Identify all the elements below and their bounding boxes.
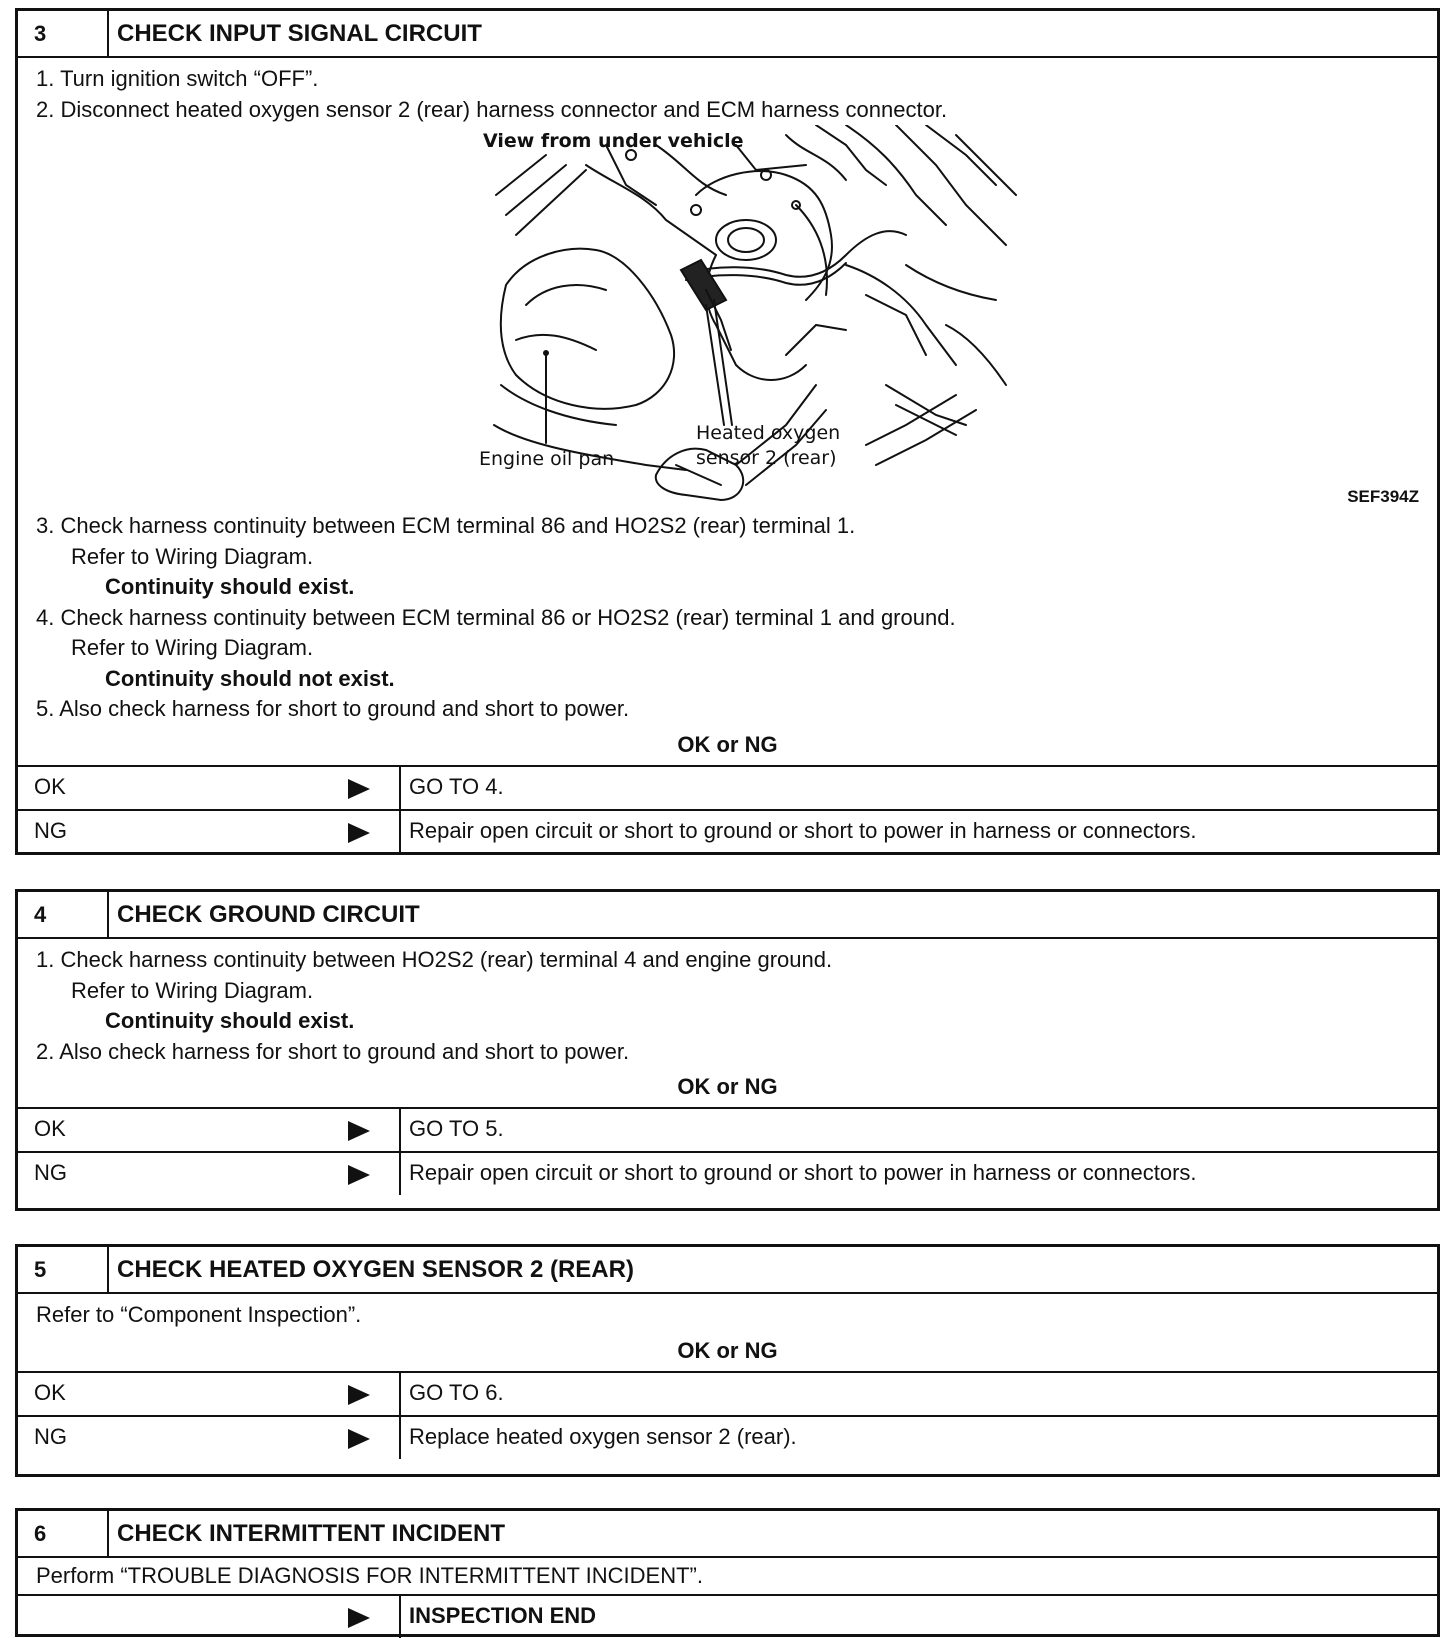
result-heading: OK or NG (677, 1074, 778, 1099)
instruction: 4. Check harness continuity between ECM terminal 86 or HO2S2 (rear) terminal 1 and ground. (36, 604, 956, 630)
instruction: 3. Check harness continuity between ECM terminal 86 and HO2S2 (rear) terminal 1. (36, 513, 856, 538)
figure-caption-top: View from under vehicle (483, 130, 744, 152)
label-heated-oxygen-sensor: Heated oxygen (696, 422, 841, 444)
result-key-label: NG (34, 817, 67, 843)
result-key-label: NG (34, 1160, 67, 1185)
result-key (18, 1109, 401, 1151)
instruction: 2. Disconnect heated oxygen sensor 2 (rear) harness connector and ECM harness connector. (36, 96, 948, 122)
instruction: 1. Check harness continuity between HO2S2 (rear) terminal 4 and engine ground. (36, 947, 833, 972)
arrow-right-icon (348, 1121, 370, 1141)
result-row-ng (18, 1415, 1437, 1459)
step-number: 3 (18, 11, 109, 56)
result-row-ng (18, 1151, 1437, 1195)
step-title: CHECK GROUND CIRCUIT (117, 900, 420, 928)
result-action: Replace heated oxygen sensor 2 (rear). (409, 1423, 797, 1449)
result-action: GO TO 6. (409, 1379, 504, 1405)
arrow-right-icon (348, 1429, 370, 1449)
step-header (18, 1247, 1437, 1294)
result-key (18, 1596, 401, 1638)
instruction: 2. Also check harness for short to ground and short to power. (36, 1038, 630, 1064)
step-6-box (15, 1508, 1440, 1637)
arrow-right-icon (348, 1608, 370, 1628)
result-key (18, 811, 401, 853)
figure-code: SEF394Z (1347, 487, 1419, 506)
instruction: Refer to Wiring Diagram. (71, 543, 314, 569)
result-key-label: NG (34, 1423, 67, 1449)
result-row-end (18, 1594, 1437, 1638)
requirement: Continuity should not exist. (105, 665, 395, 691)
step-body (18, 939, 1437, 1067)
step-header (18, 1511, 1437, 1558)
step-number: 4 (18, 892, 109, 937)
requirement: Continuity should exist. (105, 1008, 355, 1033)
requirement: Continuity should exist. (105, 574, 355, 599)
result-key (18, 1153, 401, 1195)
instruction: Refer to Wiring Diagram. (71, 977, 314, 1003)
step-5-box (15, 1244, 1440, 1477)
result-action: Repair open circuit or short to ground or short to power in harness or connectors. (409, 817, 1197, 843)
instruction: 5. Also check harness for short to ground and short to power. (36, 696, 630, 721)
instruction: 1. Turn ignition switch “OFF”. (36, 66, 319, 91)
arrow-right-icon (348, 779, 370, 799)
result-key (18, 1417, 401, 1459)
result-action: Repair open circuit or short to ground or short to power in harness or connectors. (409, 1160, 1197, 1185)
result-action: INSPECTION END (409, 1603, 597, 1628)
step-title: CHECK INPUT SIGNAL CIRCUIT (117, 19, 482, 47)
label-heated-oxygen-sensor-line2: sensor 2 (rear) (696, 447, 837, 469)
result-row-ok (18, 1107, 1437, 1151)
instruction: Refer to Wiring Diagram. (71, 635, 314, 660)
result-key-label: OK (34, 1379, 66, 1405)
result-row-ok (18, 1371, 1437, 1415)
arrow-right-icon (348, 1385, 370, 1405)
step-body (18, 58, 1437, 725)
result-key (18, 767, 401, 809)
instruction: Perform “TROUBLE DIAGNOSIS FOR INTERMITTENT INCIDENT”. (36, 1563, 703, 1588)
step-number: 5 (18, 1247, 109, 1292)
step-title: CHECK HEATED OXYGEN SENSOR 2 (REAR) (117, 1255, 634, 1283)
result-key-label: OK (34, 1116, 66, 1141)
result-row-ok (18, 765, 1437, 809)
label-engine-oil-pan: Engine oil pan (479, 448, 615, 470)
result-key (18, 1373, 401, 1415)
step-3-box (15, 8, 1440, 855)
arrow-right-icon (348, 1165, 370, 1185)
step-4-box (15, 889, 1440, 1211)
result-heading: OK or NG (677, 1337, 778, 1363)
result-row-ng (18, 809, 1437, 853)
illustration (36, 125, 1419, 511)
step-header (18, 892, 1437, 939)
step-body (18, 1294, 1437, 1331)
result-heading: OK or NG (677, 731, 778, 757)
result-action: GO TO 4. (409, 773, 504, 799)
step-number: 6 (18, 1511, 109, 1556)
result-key-label: OK (34, 773, 66, 799)
arrow-right-icon (348, 823, 370, 843)
instruction: Refer to “Component Inspection”. (36, 1302, 362, 1327)
step-header (18, 11, 1437, 58)
step-body (18, 1558, 1437, 1594)
result-action: GO TO 5. (409, 1116, 504, 1141)
step-title: CHECK INTERMITTENT INCIDENT (117, 1519, 505, 1547)
